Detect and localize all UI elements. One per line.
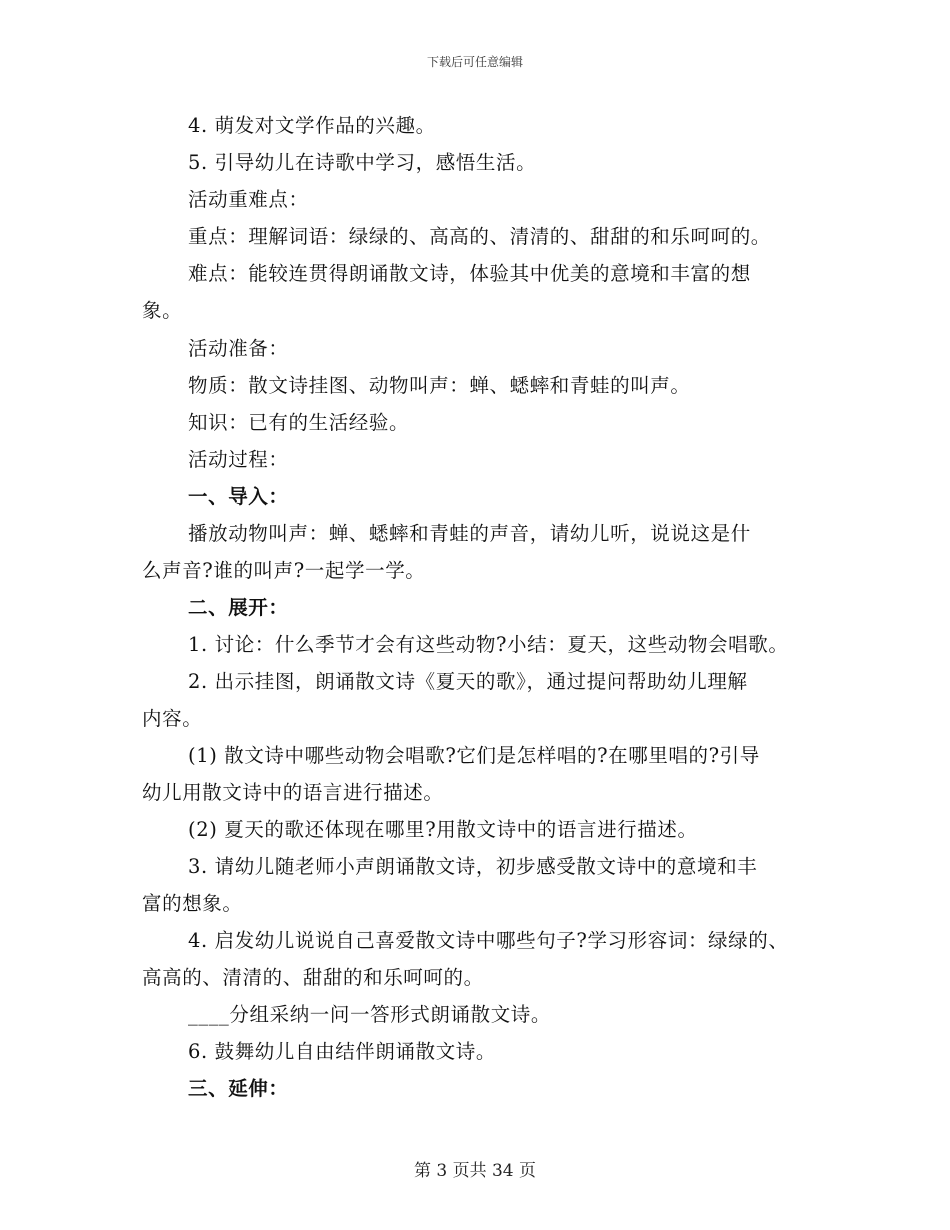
page-header: 下载后可任意编辑 bbox=[426, 55, 523, 69]
page-footer: 第 3 页共 34 页 bbox=[413, 1161, 537, 1181]
section-heading: 一、导入： bbox=[188, 485, 289, 508]
text-line: ____分组采纳一问一答形式朗诵散文诗。 bbox=[188, 1003, 552, 1026]
text-line: 4. 萌发对文学作品的兴趣。 bbox=[188, 114, 436, 137]
text-line: 3. 请幼儿随老师小声朗诵散文诗，初步感受散文诗中的意境和丰 bbox=[188, 855, 758, 878]
text-line: (2) 夏天的歌还体现在哪里?用散文诗中的语言进行描述。 bbox=[188, 818, 698, 841]
text-line: 难点：能较连贯得朗诵散文诗，体验其中优美的意境和丰富的想 bbox=[188, 262, 751, 285]
section-heading: 三、延伸： bbox=[188, 1077, 289, 1100]
text-line: (1) 散文诗中哪些动物会唱歌?它们是怎样唱的?在哪里唱的?引导 bbox=[188, 744, 760, 767]
text-line: 知识：已有的生活经验。 bbox=[188, 411, 410, 434]
text-line: 富的想象。 bbox=[142, 892, 243, 915]
text-line: 4. 启发幼儿说说自己喜爱散文诗中哪些句子?学习形容词：绿绿的、 bbox=[188, 929, 789, 952]
text-line: 高高的、清清的、甜甜的和乐呵呵的。 bbox=[142, 966, 484, 989]
text-line: 2. 出示挂图，朗诵散文诗《夏天的歌》，通过提问帮助幼儿理解 bbox=[188, 670, 748, 693]
text-line: 6. 鼓舞幼儿自由结伴朗诵散文诗。 bbox=[188, 1040, 497, 1063]
text-line: 幼儿用散文诗中的语言进行描述。 bbox=[142, 781, 444, 804]
text-line: 活动过程： bbox=[188, 448, 289, 471]
text-line: 1. 讨论：什么季节才会有这些动物?小结：夏天，这些动物会唱歌。 bbox=[188, 633, 789, 656]
text-line: 重点：理解词语：绿绿的、高高的、清清的、甜甜的和乐呵呵的。 bbox=[188, 225, 771, 248]
text-line: 象。 bbox=[142, 299, 183, 322]
text-line: 物质：散文诗挂图、动物叫声：蝉、蟋蟀和青蛙的叫声。 bbox=[188, 374, 691, 397]
text-line: 活动重难点： bbox=[188, 188, 309, 211]
text-line: 么声音?谁的叫声?一起学一学。 bbox=[142, 559, 426, 582]
section-heading: 二、展开： bbox=[188, 596, 289, 619]
text-line: 活动准备： bbox=[188, 337, 289, 360]
text-line: 内容。 bbox=[142, 707, 203, 730]
text-line: 5. 引导幼儿在诗歌中学习，感悟生活。 bbox=[188, 151, 537, 174]
text-line: 播放动物叫声：蝉、蟋蟀和青蛙的声音，请幼儿听，说说这是什 bbox=[188, 522, 751, 545]
